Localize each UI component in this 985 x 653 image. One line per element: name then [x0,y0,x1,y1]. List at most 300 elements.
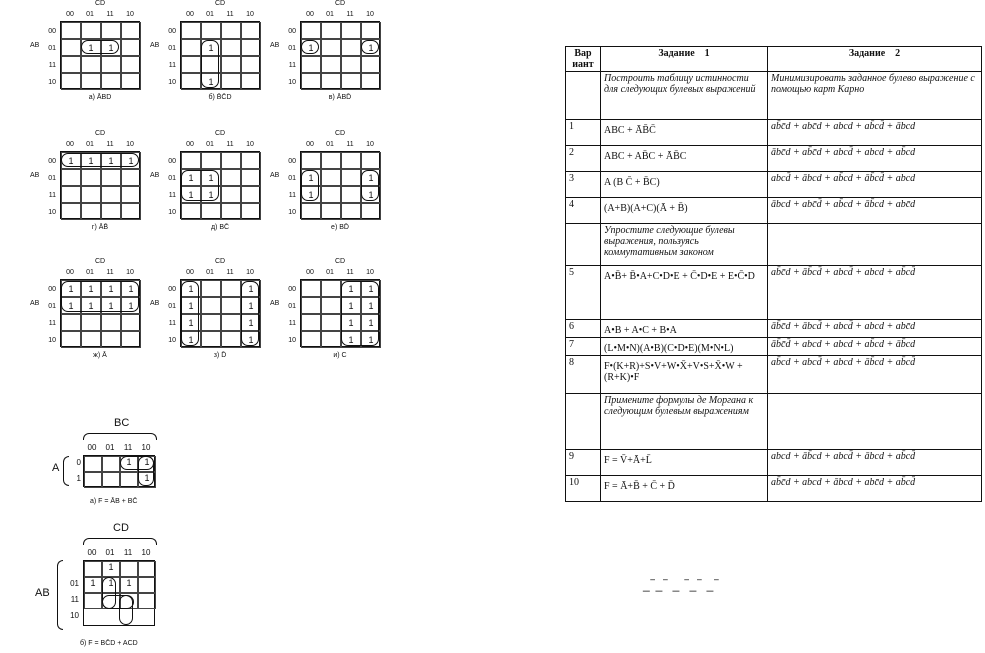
task-1-cell [601,476,768,502]
grid-cell [84,593,102,609]
grid-cell [301,314,321,331]
grid-cell [221,169,241,186]
row-header: 10 [48,79,56,86]
grid-cell: 1 [181,186,201,203]
grid-cell [81,56,101,73]
column-header: 00 [186,11,194,18]
grid-cell [321,314,341,331]
row-header: 11 [168,192,176,199]
label-ab: AB [270,42,280,49]
label-cd: CD [334,130,346,137]
task-2-cell: abcd̄ + ābcd + ab̄cd + āb̄cd̄ + abcd [768,172,982,198]
task-1-cell [601,450,768,476]
row-header: 10 [288,209,296,216]
row-header: 00 [168,286,176,293]
row-header: 01 [288,175,296,182]
map-caption: б) F = BC̄D + ACD [80,640,138,647]
karnaugh-map-zh [30,258,150,358]
variant-number: 5 [566,266,601,320]
left-brace [57,560,63,630]
grid-cell [120,593,138,609]
grid-cell: 1 [181,169,201,186]
label-cd: CD [214,0,226,7]
grid-cell [201,297,221,314]
row-headers [280,281,296,349]
karnaugh-grid [300,151,380,219]
grid-cell [321,56,341,73]
grid-cell: 1 [101,152,121,169]
caption-term: B̄C̄D [216,94,232,101]
grid-cell [361,152,381,169]
grid-cell: 1 [61,297,81,314]
row-header: 0 [76,458,81,467]
table-row [566,120,982,146]
table-header-row [566,47,982,72]
table-row [566,450,982,476]
task-2-cell: Минимизировать заданное булево выражение с помощью карт Карно [768,72,982,120]
row-header: 01 [70,579,79,588]
grid-cell [301,331,321,348]
task-2-cell: āb̄c̄d̄ + abcd + abcd + ab̄cd + āb̄cd [768,338,982,356]
caption-label: г) [91,224,99,231]
grid-cell [201,22,221,39]
caption-term: BC̄ [219,224,230,231]
grid-cell [301,280,321,297]
grid-cell [221,203,241,220]
variant-number: 9 [566,450,601,476]
grid-cell [221,314,241,331]
header-task-1: Задание 1 [601,47,768,72]
grid-cell [221,297,241,314]
grid-cell: 1 [120,577,138,593]
row-header: 01 [48,303,56,310]
map-left-label: A [52,462,60,474]
row-header: 10 [168,79,176,86]
grid-cell [341,152,361,169]
karnaugh-map-v [270,0,390,100]
column-header: 00 [306,141,314,148]
grid-cell: 1 [341,314,361,331]
grid-cell [201,331,221,348]
map-top-label: BC [114,417,130,429]
grid-cell: 1 [301,186,321,203]
task-2-cell: ābcd + abc̄d̄ + ab̄cd + āb̄cd + abc̄d [768,198,982,224]
map-caption [300,94,380,101]
column-headers [83,443,155,452]
grid-cell [102,472,120,488]
grid-cell [121,314,141,331]
column-header: 01 [206,11,214,18]
grid-cell: 1 [361,186,381,203]
row-header: 11 [168,62,176,69]
label-ab: AB [150,300,160,307]
column-header: 10 [366,141,374,148]
caption-term: ĀBD [96,94,112,101]
variant-number: 4 [566,198,601,224]
grid-cell [101,169,121,186]
task-1-cell [601,198,768,224]
column-header: 10 [126,11,134,18]
column-header: 01 [326,11,334,18]
variant-number: 7 [566,338,601,356]
grid-cell [241,203,261,220]
grid-cell [201,152,221,169]
row-header: 10 [288,79,296,86]
grid-cell [61,22,81,39]
grid-cell: 1 [341,297,361,314]
grid-cell [301,152,321,169]
label-ab: AB [150,42,160,49]
task-2-cell: ab̄cd + abcd̄ + abcd + āb̄cd + ab̄cd̄ [768,356,982,394]
grid-cell: 1 [341,331,361,348]
grid-cell [121,331,141,348]
grid-cell: 1 [341,280,361,297]
grid-cell [321,280,341,297]
grid-cell [201,314,221,331]
top-brace [83,433,157,440]
column-headers [300,11,380,18]
row-header: 00 [288,158,296,165]
grid-cell [341,56,361,73]
row-header: 10 [168,337,176,344]
footer-marks: _‾_‾ _ ‾_‾ _‾ [643,578,720,592]
karnaugh-grid [83,455,155,487]
map-caption [60,94,140,101]
column-header: 00 [66,269,74,276]
grid-cell: 1 [201,169,221,186]
column-header: 00 [87,443,97,452]
grid-cell [321,73,341,90]
grid-cell: 1 [201,73,221,90]
grid-cell [241,56,261,73]
grid-cell: 1 [138,472,156,488]
grid-cell: 1 [120,456,138,472]
grid-cell [181,203,201,220]
karnaugh-map-a [30,0,150,100]
grid-cell [341,186,361,203]
row-header: 00 [288,28,296,35]
grid-cell: 1 [101,280,121,297]
karnaugh-map-two-var [50,415,160,510]
karnaugh-map-g [30,130,150,230]
row-header: 00 [168,158,176,165]
label-cd: CD [94,130,106,137]
label-cd: CD [94,0,106,7]
grid-cell: 1 [81,39,101,56]
grid-cell: 1 [121,280,141,297]
boolean-expression: (L•M•N)(A•B)(C•D•E)(M•N•L) [604,343,734,354]
grid-cell [341,39,361,56]
column-header: 01 [326,141,334,148]
grid-cell [120,472,138,488]
assignment-table [565,46,982,502]
caption-term: BD̄ [339,224,349,231]
task-instruction: Построить таблицу истинности для следующих булевых выражений [604,73,756,95]
task-1-cell [601,172,768,198]
task-1-cell [601,338,768,356]
caption-label: а) [88,94,97,101]
row-header: 00 [168,28,176,35]
column-header: 11 [123,443,133,452]
grid-cell [101,186,121,203]
grid-cell: 1 [81,297,101,314]
grid-cell: 1 [201,39,221,56]
column-headers [60,11,140,18]
column-header: 01 [105,548,115,557]
row-header: 01 [168,303,176,310]
grid-cell: 1 [102,561,120,577]
grid-cell: 1 [101,297,121,314]
grid-cell [121,22,141,39]
variant-number: 8 [566,356,601,394]
grid-cell [101,331,121,348]
boolean-expression: A•B + A•C + B•A [604,325,677,336]
grid-cell [102,456,120,472]
caption-label: и) C [333,352,347,359]
grid-cell [321,169,341,186]
grid-cell: 1 [181,314,201,331]
boolean-expression: A (B C̄ + B̄C) [604,177,660,188]
grid-cell: 1 [201,186,221,203]
task-1-cell [601,320,768,338]
grid-cell [361,22,381,39]
row-header: 1 [76,474,81,483]
column-header: 00 [306,11,314,18]
column-header: 11 [346,11,354,18]
caption-label: б) [208,94,217,101]
column-header: 10 [141,443,151,452]
task-1-cell [601,224,768,266]
grid-cell: 1 [361,297,381,314]
grid-cell: 1 [301,39,321,56]
grid-cell [181,73,201,90]
task-2-cell: abcd + āb̄cd + abcd̄ + ābcd + ab̄cd̄ [768,450,982,476]
karnaugh-grid [300,21,380,89]
grid-cell [181,22,201,39]
variant-number: 1 [566,120,601,146]
task-2-cell: ābc̄d + ab̄c̄d + abcd̄ + abcd + ab̄cd [768,146,982,172]
task-instruction: Упростите следующие булевы выражения, пользуясь коммутативным законом [604,225,735,258]
column-headers [83,548,155,557]
grid-cell [221,56,241,73]
grid-cell [61,169,81,186]
column-header: 11 [123,548,133,557]
grid-cell [61,56,81,73]
grid-cell [81,73,101,90]
column-header: 10 [246,141,254,148]
grid-cell [241,186,261,203]
grid-cell [121,203,141,220]
column-header: 11 [226,269,234,276]
row-header: 11 [288,62,296,69]
row-header: 10 [48,209,56,216]
grid-cell [120,561,138,577]
map-top-label: CD [113,522,129,534]
grid-cell [81,203,101,220]
grid-cell: 1 [361,169,381,186]
column-header: 00 [66,11,74,18]
grid-cell [301,56,321,73]
grid-cell: 1 [181,280,201,297]
grid-cell: 1 [61,152,81,169]
task-2-cell: ab̄c̄d + abcd + ābcd + abc̄d + ab̄cd̄ [768,476,982,502]
grid-cell [241,39,261,56]
grid-cell [321,331,341,348]
grid-cell [361,56,381,73]
karnaugh-grid [180,151,260,219]
column-header: 01 [86,269,94,276]
header-task-2: Задание 2 [768,47,982,72]
column-header: 10 [246,11,254,18]
caption-term: Ā [102,352,107,359]
column-headers [300,141,380,148]
table-row [566,198,982,224]
variant-number: 10 [566,476,601,502]
karnaugh-grid [300,279,380,347]
grid-cell: 1 [301,169,321,186]
task-1-cell [601,266,768,320]
variant-number: 2 [566,146,601,172]
grid-cell [121,56,141,73]
column-header: 10 [126,141,134,148]
row-header: 11 [48,62,56,69]
column-header: 00 [186,269,194,276]
row-header: 11 [288,192,296,199]
table-row [566,266,982,320]
column-headers [180,141,260,148]
table-row [566,476,982,502]
column-header: 00 [66,141,74,148]
grid-cell [321,152,341,169]
karnaugh-map-e [270,130,390,230]
karnaugh-grid [83,560,155,626]
table-row [566,356,982,394]
karnaugh-grid [60,151,140,219]
grid-cell [138,561,156,577]
grid-cell [121,169,141,186]
label-ab: AB [150,172,160,179]
label-ab: AB [30,172,40,179]
row-headers [40,23,56,91]
boolean-expression: F•(K+R)+S•V+W•X̄+V•S+X̄•W + (R+K)•F [604,361,743,383]
map-caption [300,352,380,359]
grid-cell [81,331,101,348]
grid-cell [321,297,341,314]
grid-cell [321,39,341,56]
caption-term: ĀB̄ [98,224,109,231]
grid-cell [341,203,361,220]
grid-cell [84,561,102,577]
label-ab: AB [270,172,280,179]
column-headers [180,269,260,276]
caption-label: е) [331,224,340,231]
row-header: 01 [168,45,176,52]
grid-cell [201,203,221,220]
table-row [566,320,982,338]
column-header: 11 [106,11,114,18]
table-row [566,72,982,120]
map-caption [180,94,260,101]
grid-cell [301,73,321,90]
caption-label: в) [328,94,337,101]
row-header: 11 [168,320,176,327]
task-2-cell: ab̄c̄d + āb̄cd̄ + abcd̄ + abcd + ab̄cd̄ [768,266,982,320]
grid-cell: 1 [361,331,381,348]
caption-term: ĀBD̄ [336,94,352,101]
grid-cell [301,297,321,314]
grid-cell [221,152,241,169]
grid-cell [221,280,241,297]
boolean-expression: ABC + AB̄C + ĀB̄C [604,151,687,162]
boolean-expression: F = Ā+B̄ + C̄ + D̄ [604,481,675,492]
column-headers [60,269,140,276]
grid-cell [81,186,101,203]
variant-number: 3 [566,172,601,198]
task-1-cell [601,356,768,394]
map-caption [60,352,140,359]
row-header: 01 [288,45,296,52]
caption-label: ж) [93,352,103,359]
grid-cell [201,280,221,297]
row-header: 00 [48,158,56,165]
grid-cell: 1 [241,297,261,314]
caption-term: D̄ [221,352,227,359]
grid-cell: 1 [61,280,81,297]
grid-cell: 1 [181,297,201,314]
grid-cell [138,593,156,609]
grid-cell [101,22,121,39]
grid-cell [341,22,361,39]
grid-cell [61,186,81,203]
label-ab: AB [30,300,40,307]
variant-number [566,394,601,450]
row-header: 01 [48,45,56,52]
column-header: 01 [86,141,94,148]
row-header: 10 [288,337,296,344]
boolean-expression: ABC + ĀB̄C̄ [604,125,656,136]
grid-cell: 1 [138,456,156,472]
task-2-cell [768,224,982,266]
map-caption [180,352,260,359]
karnaugh-map-four-var [35,520,175,650]
grid-cell: 1 [81,152,101,169]
grid-cell [341,73,361,90]
task-1-cell [601,72,768,120]
table-row [566,394,982,450]
column-header: 11 [106,141,114,148]
grid-cell [241,152,261,169]
grid-cell [81,22,101,39]
grid-cell [241,73,261,90]
column-headers [180,11,260,18]
row-headers [160,281,176,349]
label-ab: AB [30,42,40,49]
grid-cell [221,186,241,203]
grid-cell [341,169,361,186]
column-header: 01 [86,11,94,18]
grid-cell [61,314,81,331]
column-header: 00 [186,141,194,148]
column-header: 00 [87,548,97,557]
grid-cell [61,331,81,348]
column-header: 00 [306,269,314,276]
grid-cell [101,73,121,90]
grid-cell: 1 [181,331,201,348]
caption-label: з) [213,352,222,359]
row-headers [40,153,56,221]
grid-cell [81,169,101,186]
row-header: 00 [48,286,56,293]
